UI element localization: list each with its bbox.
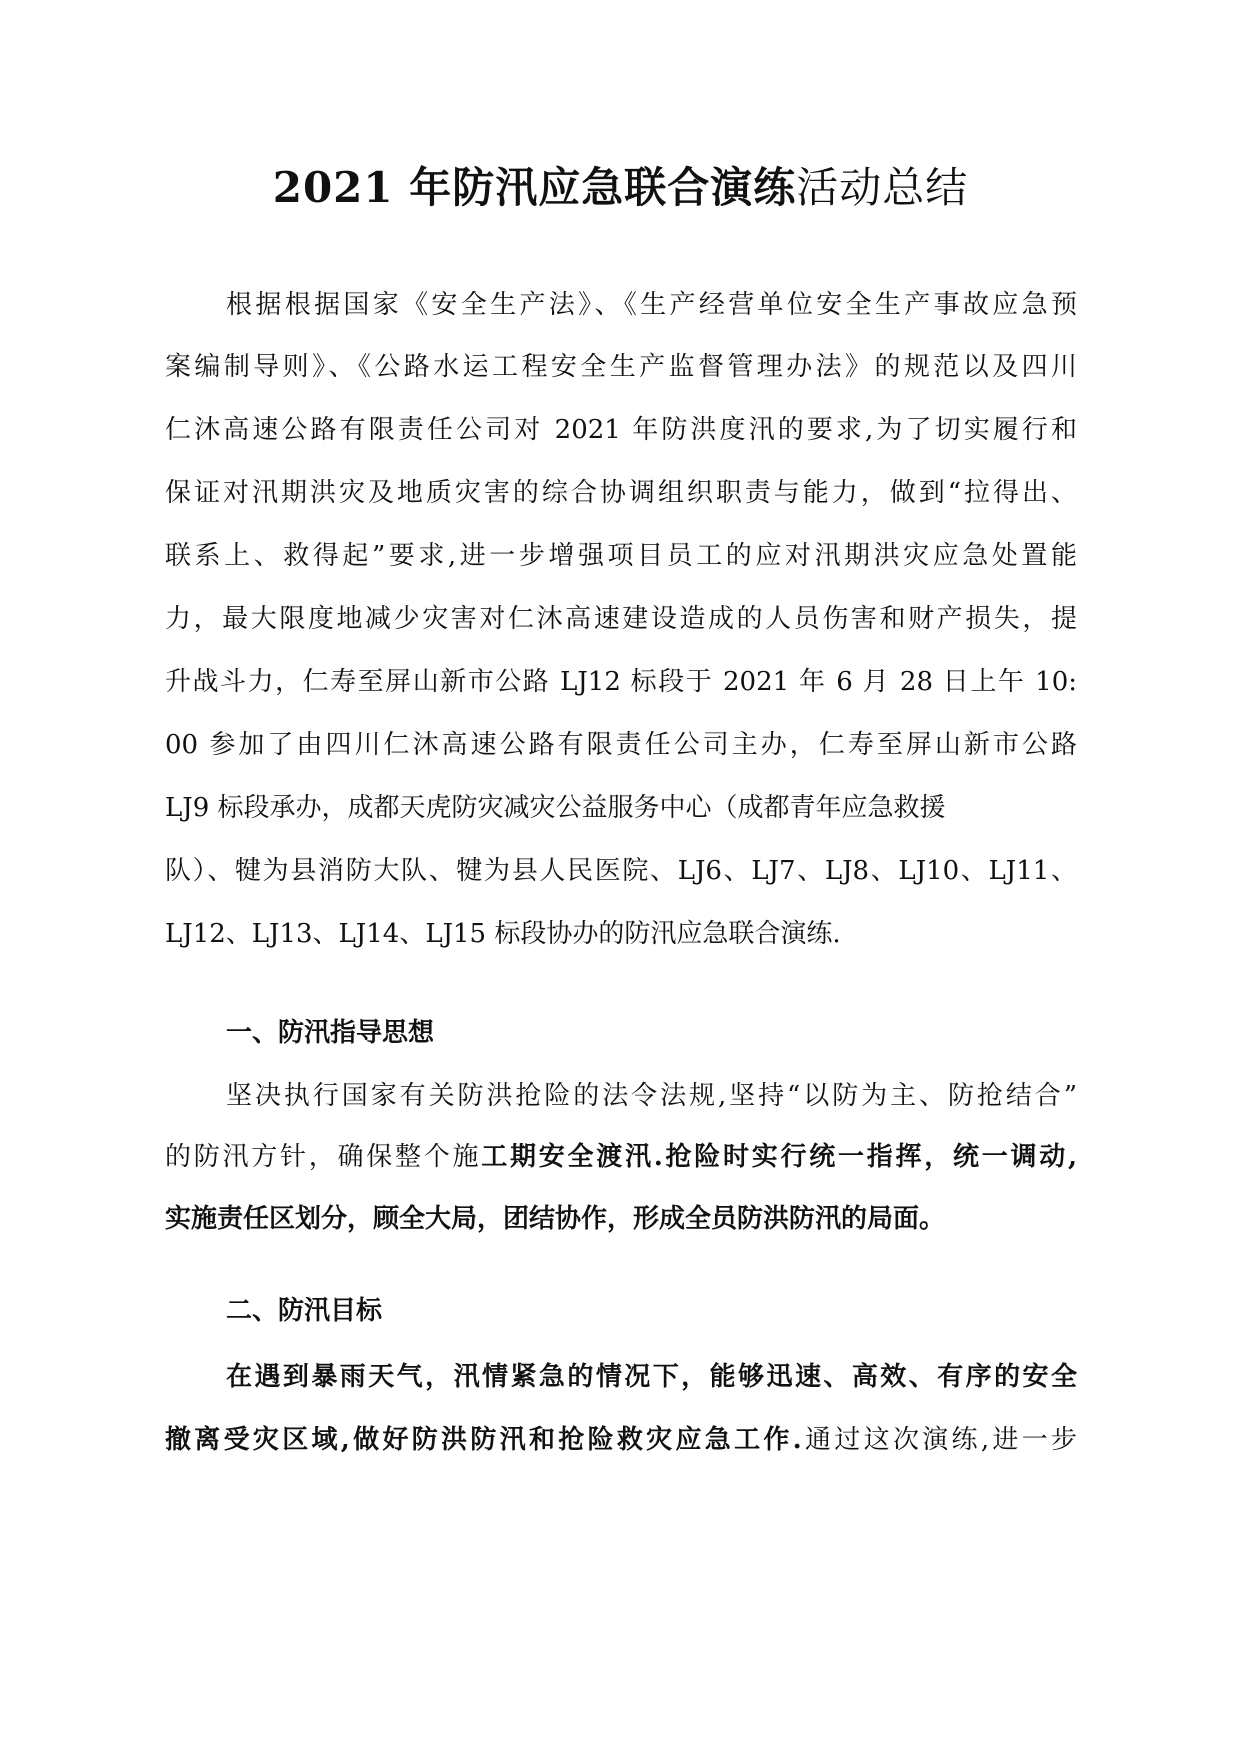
intro-line: LJ12、LJ13、LJ14、LJ15 标段协办的防汛应急联合演练. <box>165 919 841 949</box>
section1-line <box>165 1137 1077 1177</box>
intro-line: 根据根据国家《安全生产法》、《生产经营单位安全生产事故应急预 <box>226 290 1077 320</box>
section2-line2-normal: 通过这次演练,进一步 <box>801 1425 1078 1455</box>
intro-line: 00 参加了由四川仁沐高速公路有限责任公司主办，仁寿至屏山新市公路 <box>165 730 1077 760</box>
section1-line2-bold: 工期安全渡汛.抢险时实行统一指挥，统一调动, <box>481 1142 1077 1172</box>
title-normal-part: 活动总结 <box>796 163 969 212</box>
intro-line: 联系上、救得起”要求,进一步增强项目员工的应对汛期洪灾应急处置能 <box>165 541 1077 571</box>
section2-line2-bold: 撤离受灾区域,做好防洪防汛和抢险救灾应急工作. <box>165 1425 802 1455</box>
intro-line: 案编制导则》、《公路水运工程安全生产监督管理办法》的规范以及四川 <box>165 352 1077 382</box>
intro-line: LJ9 标段承办，成都天虎防灾减灾公益服务中心（成都青年应急救援 <box>165 793 946 823</box>
intro-line: 力，最大限度地减少灾害对仁沐高速建设造成的人员伤害和财产损失，提 <box>165 604 1077 634</box>
intro-line: 仁沐高速公路有限责任公司对 2021 年防洪度汛的要求,为了切实履行和 <box>165 415 1077 445</box>
section1-line: 坚决执行国家有关防洪抢险的法令法规,坚持“以防为主、防抢结合” <box>226 1081 1077 1111</box>
intro-line: 升战斗力，仁寿至屏山新市公路 LJ12 标段于 2021 年 6 月 28 日上午 10: <box>165 667 1077 697</box>
section2-line <box>165 1420 1077 1460</box>
title-bold-part: 2021 年防汛应急联合演练 <box>272 163 797 212</box>
section1-line2-normal: 的防汛方针，确保整个施 <box>165 1142 482 1172</box>
section1-line: 实施责任区划分，顾全大局，团结协作，形成全员防洪防汛的局面。 <box>165 1204 946 1234</box>
intro-line: 保证对汛期洪灾及地质灾害的综合协调组织职责与能力，做到“拉得出、 <box>165 478 1077 508</box>
document-title <box>0 158 1241 218</box>
section-heading-guiding-ideology: 一、防汛指导思想 <box>226 1018 435 1048</box>
section-heading-flood-goal: 二、防汛目标 <box>226 1296 383 1326</box>
section2-line: 在遇到暴雨天气，汛情紧急的情况下，能够迅速、高效、有序的安全 <box>226 1362 1077 1392</box>
intro-line: 队）、犍为县消防大队、犍为县人民医院、LJ6、LJ7、LJ8、LJ10、LJ11、 <box>165 856 1077 886</box>
